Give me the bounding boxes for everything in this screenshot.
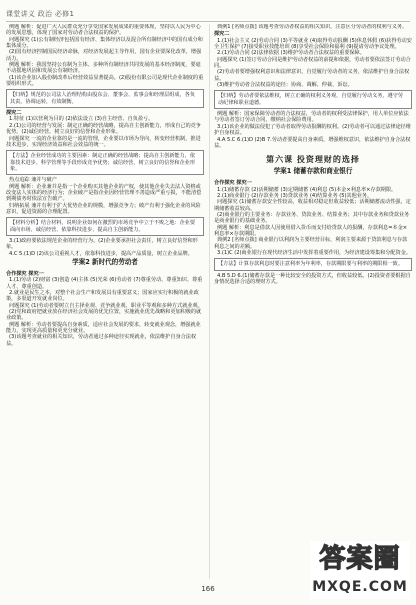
paragraph: 1.(1)劳动 (2)财富 (3)创造 (4)主体 (5)光荣 (6)劳动者 (7)尊重劳动、尊重知识、尊重人才、尊重创造。 [6, 277, 203, 290]
left-column [6, 24, 204, 579]
paragraph: 4.A 5.C 6.(1)D (2)B 7.劳动者要提高自身素质，增强维权意识，依法维护自身合法权益。 [214, 136, 411, 149]
paragraph: (2)党和政府把就业放在经济社会发展的优先位置，实施就业优先战略和更加积极的就业政策。 [6, 309, 202, 322]
section-title: 学案2 新时代的劳动者 [72, 258, 138, 266]
content-area [6, 24, 410, 579]
watermark-sub: MXQE.COM [312, 579, 408, 595]
paragraph: (2)商业银行的主要业务：存款业务、贷款业务、结算业务；其中存款业务和贷款业务是商业银行的基础业务。 [214, 211, 410, 225]
paragraph: 例题 解析：国家保障劳动者的合法权益，劳动者的权利受法律保护，用人单位应依法与劳动者签订劳动合同，缴纳社会保险费用。 [214, 111, 409, 124]
paragraph: 1.(1)储蓄存款 (2)活期储蓄 (3)定期储蓄 (4)利息 (5)本金×利息率×存款期限。 [217, 186, 397, 193]
paragraph: 问题探究 (1)公有制经济包括国有经济、集体经济以及混合所有制经济中的国有成分和集体成分。 [6, 36, 203, 50]
top-bar [6, 7, 410, 22]
paragraph: (3)该题考查就业的相关知识，劳动者通过多种途径实现就业，依法维护自身合法权益。 [6, 334, 197, 347]
paragraph: (1)该企业加入股份制改革后经营效益显著提高。(2)股份有限公司是现代企业制度的重要组织形式。 [6, 74, 204, 88]
section-title: 学案1 储蓄存款和商业银行 [273, 167, 353, 176]
paragraph: 例题 解析：劳动者要提高自身素质，适应社会发展的要求，转变就业观念，增强就业能力，实现更高质量和更充分就业。 [6, 321, 201, 335]
right-column-bottom [214, 180, 412, 285]
subheading: 合作探究 探究一 [6, 271, 44, 277]
paragraph: 归纳拓展 兼并有利于扩大优势企业的规模，增强竞争力；破产有利于强化企业的风险意识，促进资源的合理配置。 [6, 202, 201, 215]
paragraph: 问题探究 (1)劳动者要树立自主择业观、竞争就业观、职业平等观和多种方式就业观。 [9, 302, 203, 309]
paragraph: 问题探究 一流的企业靠的是一流的管理，企业要以市场为导向，转变经营机制，推进技术进步，实现经济效益和社会效益的统一。 [6, 135, 201, 148]
paragraph: (2)国有经济控制国民经济命脉，对经济发展起主导作用，国有企业要深化改革，增强活力。 [6, 49, 202, 62]
paragraph: 例题 解析：利息是借款人因使用借入货币而支付给贷款人的报酬，存款利息=本金×利息率×存款期限。 [214, 224, 408, 237]
paragraph: 典例2 [名师点拨] 商业银行以利润为主要经营目标，利润主要来源于贷款利息与存款利息之间的差额。 [214, 237, 408, 250]
paragraph: 3.(1)C (2)商业银行在现代经济生活中发挥着重要作用，为经济建设筹集和分配资金。 [217, 249, 411, 256]
paragraph: 2.(1)劳动合同 (2)法律依据 (3)维护劳动者合法权益的重要保障。 [217, 50, 365, 57]
note-box: 【材料分析】结合材料，说明企业如何在激烈的市场竞争中立于不败之地：企业要面向市场、诚信经营、依靠科技进步、提高自主创新能力。 [6, 217, 204, 236]
note-box: 【方法】企业经营成功的主要因素：制定正确的经营战略；提高自主创新能力，依靠技术进步、科学管理等手段形成竞争优势；诚信经营，树立良好的信誉和企业形象。 [6, 150, 204, 175]
note-box: 【归纳】规范的公司法人治理结构由股东会、董事会、监事会和经理层组成，各负其责，协调运转，有效制衡。 [6, 89, 204, 108]
subheading: 合作探究 探究一 [214, 180, 252, 187]
right-column [214, 24, 412, 579]
column-divider [209, 24, 210, 579]
paragraph: 2.(1)商业银行 (2)存款业务 (3)贷款业务 (4)结算业务 (5)其他业务。 [217, 192, 373, 199]
paragraph: (2)劳动者要增强权利意识和法律意识，自觉履行劳动者的义务，依法维护自身合法权益。 [214, 69, 410, 82]
lesson-title: 第六课 投资理财的选择 [266, 155, 360, 165]
subheading: 探究二 [6, 110, 22, 117]
page-number: 166 [201, 585, 215, 593]
note-box: 【方法】计算存款利息时要注意利率为年利率，存款期限要与利率的期限相一致。 [214, 258, 412, 270]
paragraph: (3)维护劳动者合法权益的途径：协商、调解、仲裁、诉讼。 [217, 82, 353, 89]
watermark-main: 答案圈 [319, 544, 401, 574]
paragraph: 2.(1)公司的经营与发展：制定正确的经营战略，提高自主创新能力，形成自己的竞争优势。(2)诚信经营，树立良好的信誉和企业形象。 [6, 122, 201, 136]
paragraph: 问题探究 (1)签订劳动合同是维护劳动者权益的前提和依据，劳动者要依法签订劳动合同。 [214, 56, 411, 70]
paragraph: 例题 解析：我国坚持公有制为主体、多种所有制经济共同发展的基本经济制度，要毫不动摇地巩固和发展公有制经济。 [6, 62, 201, 75]
paragraph: 问题探究 (1)储蓄存款安全性较高，收益相对稳定但收益较低；活期储蓄流动性强，定期储蓄收益较高。 [214, 199, 411, 212]
paragraph: 典例1 [名师点拨] 该题考查劳动者权益的相关知识，注意区分劳动者的权利与义务。 [217, 24, 408, 30]
paragraph: 3.(1)政府要依法规范企业的经营行为。(2)企业要承担社会责任，树立良好信誉和形象。 [6, 237, 198, 251]
paragraph: 1.特征 (1)以营利为目的 (2)依法设立 (3)自主经营、自负盈亏。 [9, 116, 154, 123]
watermark-logo [310, 541, 410, 599]
note-box: 【归纳】劳动者要依法维权，树立正确的权利义务观，自觉履行劳动义务，遵守劳动纪律和职业道德。 [214, 90, 412, 109]
right-column-top [214, 24, 412, 149]
paragraph: 例题 解析：企业兼并是指一个企业购买其他企业的产权，使其他企业失去法人资格或改变法人实体的经济行为；企业破产是指企业因经营管理不善造成严重亏损，不能清偿到期债务时依法宣告破产。 [6, 183, 202, 203]
paragraph: 3.(1)该企业的做法侵犯了劳动者取得劳动报酬的权利。(2)劳动者可以通过法律途径维护自身权益。 [214, 123, 411, 137]
paragraph: 1.(1)社会主义 (2)劳动合同 (3)平等就业 (4)取得劳动报酬 (5)休息休假 (6)获得劳动安全卫生保护 (7)接受职业技能培训 (8)享受社会保险和福利 (9)提请劳动争议处理。 [214, 37, 412, 51]
running-head: 课堂讲义 政治 必修1 [6, 10, 75, 18]
paragraph: 4.B 5.D 6.(1)储蓄存款是一种比较安全的投资方式，但收益较低。(2)投资者要根据自身情况选择合适的理财方式。 [214, 272, 411, 285]
paragraph: 4.C 5.(1)D (2)该公司重视人才，依靠科技进步，提高产品质量，树立企业品牌。 [9, 250, 193, 257]
paragraph: 例题 解析：促进广大人民群众充分享受国家发展成果的重要体现，坚持以人民为中心的发展思想，体现了国家对劳动者合法权益的保护。 [6, 24, 201, 37]
paragraph: 热点追踪 兼并与破产 [9, 177, 57, 184]
paragraph: 2.就业是民生之本，对整个社会生产和发展具有重要意义；国家应实行积极的就业政策，多渠道开发就业岗位。 [6, 290, 199, 303]
subheading: 探究二 [214, 31, 230, 38]
